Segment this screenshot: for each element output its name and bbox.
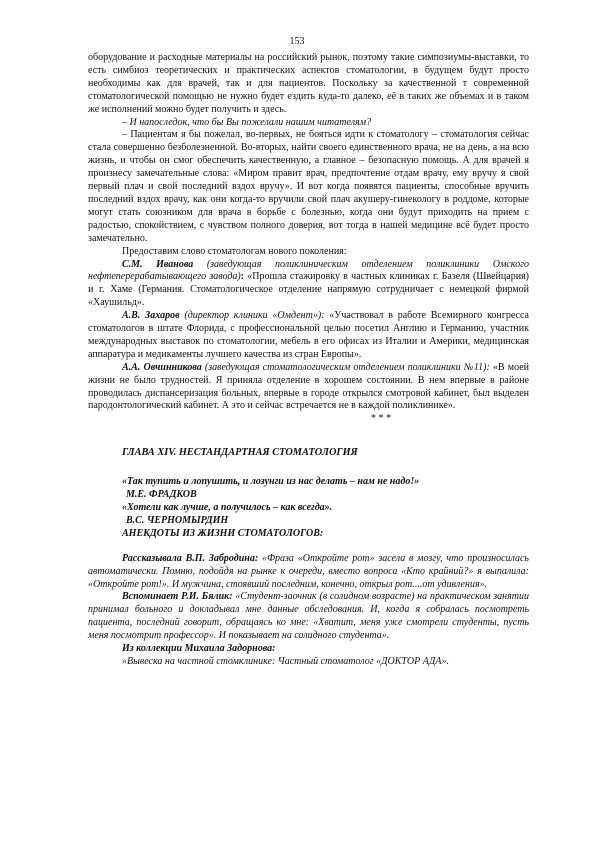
dentist-quote: «Прошла стажировку в частных клиниках г. Базеля (Швейцария) и г. Хаме (Германия. Стоматологическое отделение напрямую сотрудничает с немецкой фирмой «Хаушильд». [88,271,529,309]
new-generation-intro: Предоставим слово стоматологам нового поколения: [122,245,347,257]
paragraph-intro: оборудование и расходные материалы на российский рынок, поэтому такие симпозиумы-выставки, то есть симбиоз теоретических и практических аспектов стоматологии, в будущем будут просто необходимы как для врачей, так и для пациентов. Поскольку за качественной т современной стоматологической помощью не нужно будет ездить куда-то далеко, её в таких же объемах и в таком же исполнений можно будет получить и здесь. [88,52,529,115]
epigraph-author: М.Е. ФРАДКОВ [126,489,197,501]
dentist-statement-ivanova [88,259,529,311]
anecdotes-title: АНЕКДОТЫ ИЗ ЖИЗНИ СТОМАТОЛОГОВ: [122,527,324,539]
dentist-name: А.А. Овчинникова [122,361,202,373]
anecdote-zadornov: «Вывеска на частной стомклинике: Частный стоматолог «ДОКТОР АДА». [122,655,449,667]
page-number: 153 [289,36,305,47]
anecdote-byalik [88,591,529,643]
epigraph-quote: «Хотели как лучше, а получилось – как всегда». [122,502,333,513]
dentist-name: С.М. Иванова [122,258,194,270]
dentist-role: (заведующая поликлиническим отделением поликлиники Омского нефтеперерабатывающего завода) [88,258,529,283]
page-body [88,52,529,669]
dentist-role: (директор клиники «Омдент»): [179,310,325,322]
dentist-statement-zakharov [88,310,529,362]
dentist-quote: «В моей жизни не было трудностей. Я приняла отделение в хорошем состоянии. В нем впервые в районе проводилась диспансеризация больных, впервые в городе открылся смотровой кабинет, был выделен пародонтологический кабинет. А это и сейчас встречается не в каждой поликлинике». [88,361,529,412]
anecdote-text: «Студент-заочник (в солидном возрасте) на практическом занятии принимал больного и докладывал мне данные обследования. И, когда я собралась посмотреть пациента, последний говорит, обращаясь ко мне: «Хватит, меня уже смотрели студенты, пусть меня посмотрит профессор». И показывает на солидного студента». [88,591,529,642]
epigraph-quote: «Так тупить и лопушить, и лозунги из нас делать – нам не надо!» [122,476,420,488]
colon: : [240,271,245,283]
section-separator: * * * [371,413,391,425]
anecdote-lead-zadornov: Из коллекции Михаила Задорнова: [122,643,276,655]
interview-answer: – Пациентам я бы пожелал, во-первых, не бояться идти к стоматологу – стоматология сейчас стала совершенно безболезненной. Во-вторых, найти своего единственного врача, не на день, а на всю жизнь, и чтобы он смог обеспечить качественную, а главное – безопасную помощь. А для врачей я произнесу замечательные слова: «Миром правит врач, предпочтение отдам врачу, ему вручу я свой первый плач и свой последний вздох вручу». И вот когда появятся пациенты, способные вручить последний вздох врачу, как они когда-то вручили свой плач акушеру-гинекологу в роддоме, которые могут стать союзником для врача в борьбе с болезнью, когда они будут приходить на прием с радостью, спокойствием, с чувством полного доверия, вот тогда в нашей медицине всё будет просто замечательно. [88,129,529,244]
chapter-title: ГЛАВА XIV. НЕСТАНДАРТНАЯ СТОМАТОЛОГИЯ [122,447,358,459]
dentist-statement-ovchinnikova [88,362,529,414]
epigraph-author: В.С. ЧЕРНОМЫРДИН [126,514,229,526]
interview-question: – И напоследок, что бы Вы пожелали нашим читателям? [122,116,372,128]
dentist-quote: «Участвовал в работе Всемирного конгресса стоматологов в штате Флорида, с профессиональной целью посетил Англию и Германию, участник международных выставок по стоматологии, мебель в его офисах из Италии и Америки, медицинская аппаратура и медикаменты лучшего качества из стран Европы». [88,310,529,360]
anecdote-text: «Фраза «Откройте рот» засела в мозгу, что произносилась автоматически. Помню, подойдя на рынке к очереди, вместо вопроса «Кто крайний?» я выпалила: «Откройте рот!». И мужчина, стоявший последним, конечно, открыл рот....от удивления». [88,552,529,590]
dentist-name: А.В. Захаров [122,310,180,322]
anecdote-lead: Вспоминает Р.И. Бялик: [122,591,233,603]
anecdote-zabrodina [88,553,529,592]
dentist-role: (заведующая стоматологическим отделением поликлиники №11): [201,361,490,373]
anecdote-lead: Рассказывала В.П. Забродина: [122,552,259,564]
